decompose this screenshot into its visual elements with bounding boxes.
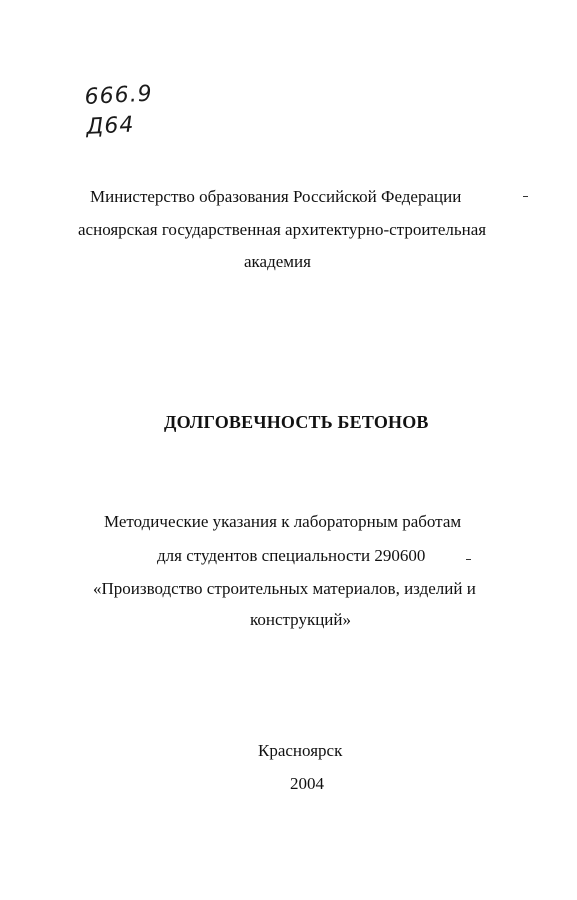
scan-speck — [523, 196, 528, 197]
description-line: для студентов специальности 290600 — [157, 546, 426, 565]
publication-year: 2004 — [290, 774, 324, 793]
publication-city: Красноярск — [258, 741, 343, 760]
scan-speck — [466, 559, 471, 560]
ministry-name: Министерство образования Российской Федерации — [90, 187, 462, 206]
handwritten-classification-note — [84, 80, 155, 141]
description-line: конструкций» — [250, 610, 352, 629]
description-line: Методические указания к лабораторным работам — [104, 512, 462, 531]
description-line: «Производство строительных материалов, изделий и — [93, 579, 476, 598]
document-title: ДОЛГОВЕЧНОСТЬ БЕТОНОВ — [164, 412, 429, 432]
classification-code: 666.9 — [84, 81, 154, 110]
academy-name-cont: академия — [244, 252, 311, 271]
academy-name: асноярская государственная архитектурно-строительная — [78, 220, 487, 239]
author-mark: Д64 — [85, 112, 136, 140]
